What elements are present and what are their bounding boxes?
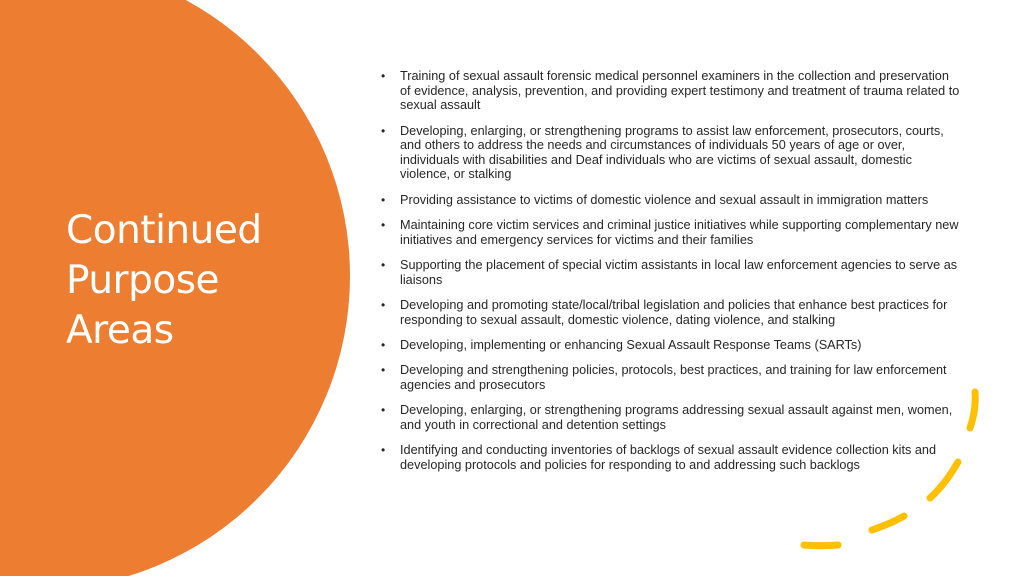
dash-segment xyxy=(872,516,904,530)
bullet-icon: • xyxy=(381,258,386,273)
list-item-text: Developing, enlarging, or strengthening programs addressing sexual assault against men, women, and youth in correctional and detention settings xyxy=(400,403,953,433)
list-item-text: Providing assistance to victims of domestic violence and sexual assault in immigration matters xyxy=(400,192,929,207)
bullet-icon: • xyxy=(381,123,386,138)
dash-segment xyxy=(970,392,975,428)
bullet-icon: • xyxy=(381,338,386,353)
list-item xyxy=(380,258,960,287)
list-item xyxy=(380,298,960,327)
bullet-icon: • xyxy=(381,403,386,418)
dash-segment xyxy=(804,545,838,546)
bullet-icon: • xyxy=(381,192,386,207)
bullet-icon: • xyxy=(381,363,386,378)
list-item-text: Identifying and conducting inventories of backlogs of sexual assault evidence collection kits and developing protocols and policies for responding to and addressing such backlogs xyxy=(400,443,937,473)
list-item-text: Developing and strengthening policies, protocols, best practices, and training for law enforcement agencies and prosecutors xyxy=(400,363,947,393)
list-item xyxy=(380,124,960,182)
list-item-text: Maintaining core victim services and criminal justice initiatives while supporting complementary new initiatives and emergency services for victims and their families xyxy=(400,218,959,247)
title-line: Purpose xyxy=(66,258,220,303)
list-item xyxy=(380,193,960,208)
slide-title xyxy=(66,206,306,356)
title-line: Areas xyxy=(66,308,174,353)
dash-segment xyxy=(930,462,958,498)
bullet-icon: • xyxy=(381,69,386,83)
bullet-icon: • xyxy=(381,298,386,313)
decorative-dashed-curve xyxy=(790,380,990,560)
list-item xyxy=(380,218,960,247)
title-line: Continued xyxy=(66,208,262,253)
list-item xyxy=(380,338,960,353)
bullet-icon: • xyxy=(381,443,386,458)
list-item xyxy=(380,69,960,113)
list-item-text: Training of sexual assault forensic medical personnel examiners in the collection and preservation of evidence, analysis, prevention, and providing expert testimony and treatment of trauma related to sexual assault xyxy=(400,69,960,113)
bullet-icon: • xyxy=(381,218,386,233)
list-item-text: Developing, enlarging, or strengthening programs to assist law enforcement, prosecutors, courts, and others to address the needs and circumstances of individuals 50 years of age or over, individuals with disabilities and Deaf individuals who are victims of sexual assault, domestic violence, or stalking xyxy=(400,123,944,182)
list-item-text: Developing and promoting state/local/tribal legislation and policies that enhance best practices for responding to sexual assault, domestic violence, dating violence, and stalking xyxy=(400,298,948,327)
list-item-text: Developing, implementing or enhancing Sexual Assault Response Teams (SARTs) xyxy=(400,338,862,353)
list-item-text: Supporting the placement of special victim assistants in local law enforcement agencies to serve as liaisons xyxy=(400,258,958,287)
